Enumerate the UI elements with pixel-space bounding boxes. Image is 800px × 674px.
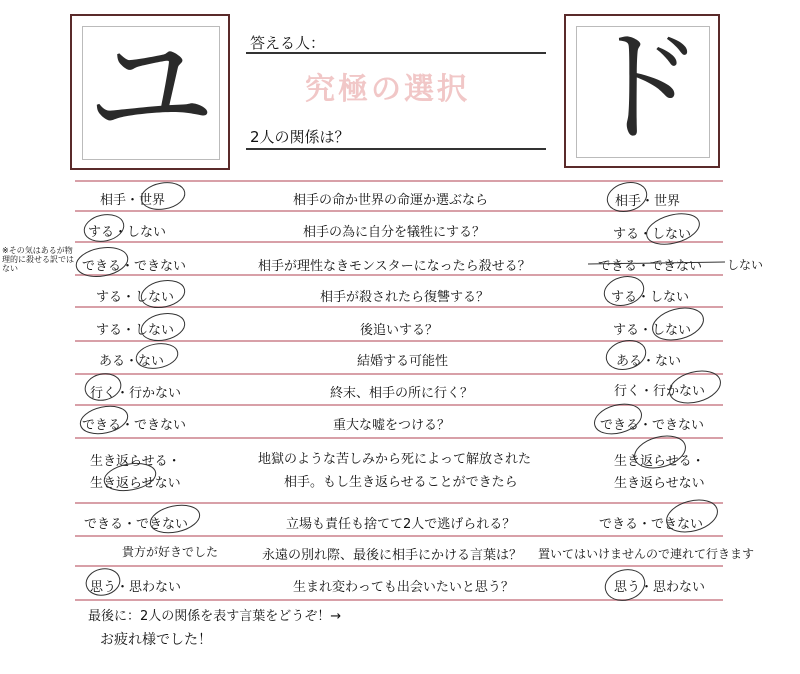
row-rule (75, 210, 723, 212)
escape-right-options: できる・できない (599, 517, 704, 532)
row7-right-options: 行く・行かない (614, 384, 706, 399)
row-rule (75, 535, 723, 537)
row4-right-options: する・しない (611, 290, 690, 305)
revive-question-line1: 地獄のような苦しみから死によって解放された (258, 452, 532, 467)
escape-question: 立場も責任も捨てて2人で逃げられる？ (286, 517, 516, 532)
closing-text: お疲れ様でした！ (100, 632, 212, 648)
row1-question: 相手の命か世界の命運か選ぶなら (293, 193, 489, 208)
respondent-underline (246, 52, 546, 54)
relationship-label: 2人の関係は？ (250, 128, 350, 146)
reborn-left-options: 思う・思わない (90, 580, 182, 595)
respondent-label: 答える人： (250, 34, 326, 52)
row-rule (75, 373, 723, 375)
row1-right-options: 相手・世界 (615, 194, 681, 209)
right-name-glyph: ド (580, 16, 705, 160)
row6-question: 結婚する可能性 (357, 354, 449, 369)
row5-question: 後追いする？ (360, 323, 439, 338)
row3-question: 相手が理性なきモンスターになったら殺せる？ (258, 259, 531, 274)
final-prompt: 最後に：2人の関係を表す言葉をどうぞ！→ (88, 609, 342, 624)
row-rule (75, 340, 723, 342)
left-name-box (70, 14, 230, 170)
row8-right-options: できる・できない (600, 418, 705, 433)
row7-left-options: 行く・行かない (90, 386, 182, 401)
escape-left-options: できる・できない (84, 517, 189, 532)
row-rule (75, 306, 723, 308)
row3-right-extra: しない (727, 258, 764, 272)
row-rule (75, 502, 723, 504)
row2-left-options: する・しない (88, 225, 167, 240)
row7-question: 終末、相手の所に行く？ (330, 386, 474, 401)
row6-left-options: ある・ない (99, 354, 165, 369)
left-name-glyph: ユ (86, 12, 217, 164)
revive-question-line2: 相手。もし生き返らせることができたら (284, 475, 518, 490)
right-name-box (564, 14, 720, 168)
row-rule (75, 404, 723, 406)
reborn-right-options: 思う・思わない (614, 580, 706, 595)
row2-question: 相手の為に自分を犠牲にする？ (303, 225, 486, 240)
row2-right-options: する・しない (613, 227, 692, 242)
row3-right-options: できる・できない (598, 259, 703, 274)
row-rule (75, 180, 723, 182)
reborn-question: 生まれ変わっても出会いたいと思う？ (293, 580, 514, 595)
row1-left-options: 相手・世界 (100, 193, 166, 208)
farewell-right-answer: 置いてはいけませんので連れて行きます (538, 547, 755, 561)
relationship-underline (246, 148, 546, 150)
revive-right-line1: 生き返らせる・ (614, 454, 705, 469)
row-rule (75, 437, 723, 439)
revive-left-line2: 生き返らせない (90, 476, 181, 491)
row-rule (75, 565, 723, 567)
row4-left-options: する・しない (96, 290, 175, 305)
farewell-question: 永遠の別れ際、最後に相手にかける言葉は？ (262, 548, 523, 563)
row8-question: 重大な嘘をつける？ (333, 418, 451, 433)
row6-right-options: ある・ない (616, 354, 682, 369)
row-rule (75, 274, 723, 276)
page-title: 究極の選択 (305, 72, 470, 107)
revive-left-line1: 生き返らせる・ (90, 454, 181, 469)
revive-right-line2: 生き返らせない (614, 476, 705, 491)
row-rule (75, 599, 723, 601)
side-note: ※その気はあるが物理的に殺せる訳ではない (2, 246, 74, 273)
row3-left-options: できる・できない (82, 259, 187, 274)
row5-left-options: する・しない (96, 323, 175, 338)
farewell-left-answer: 貴方が好きでした (122, 545, 219, 559)
row8-left-options: できる・できない (82, 418, 187, 433)
row5-right-options: する・しない (613, 323, 692, 338)
row4-question: 相手が殺されたら復讐する？ (320, 290, 490, 305)
